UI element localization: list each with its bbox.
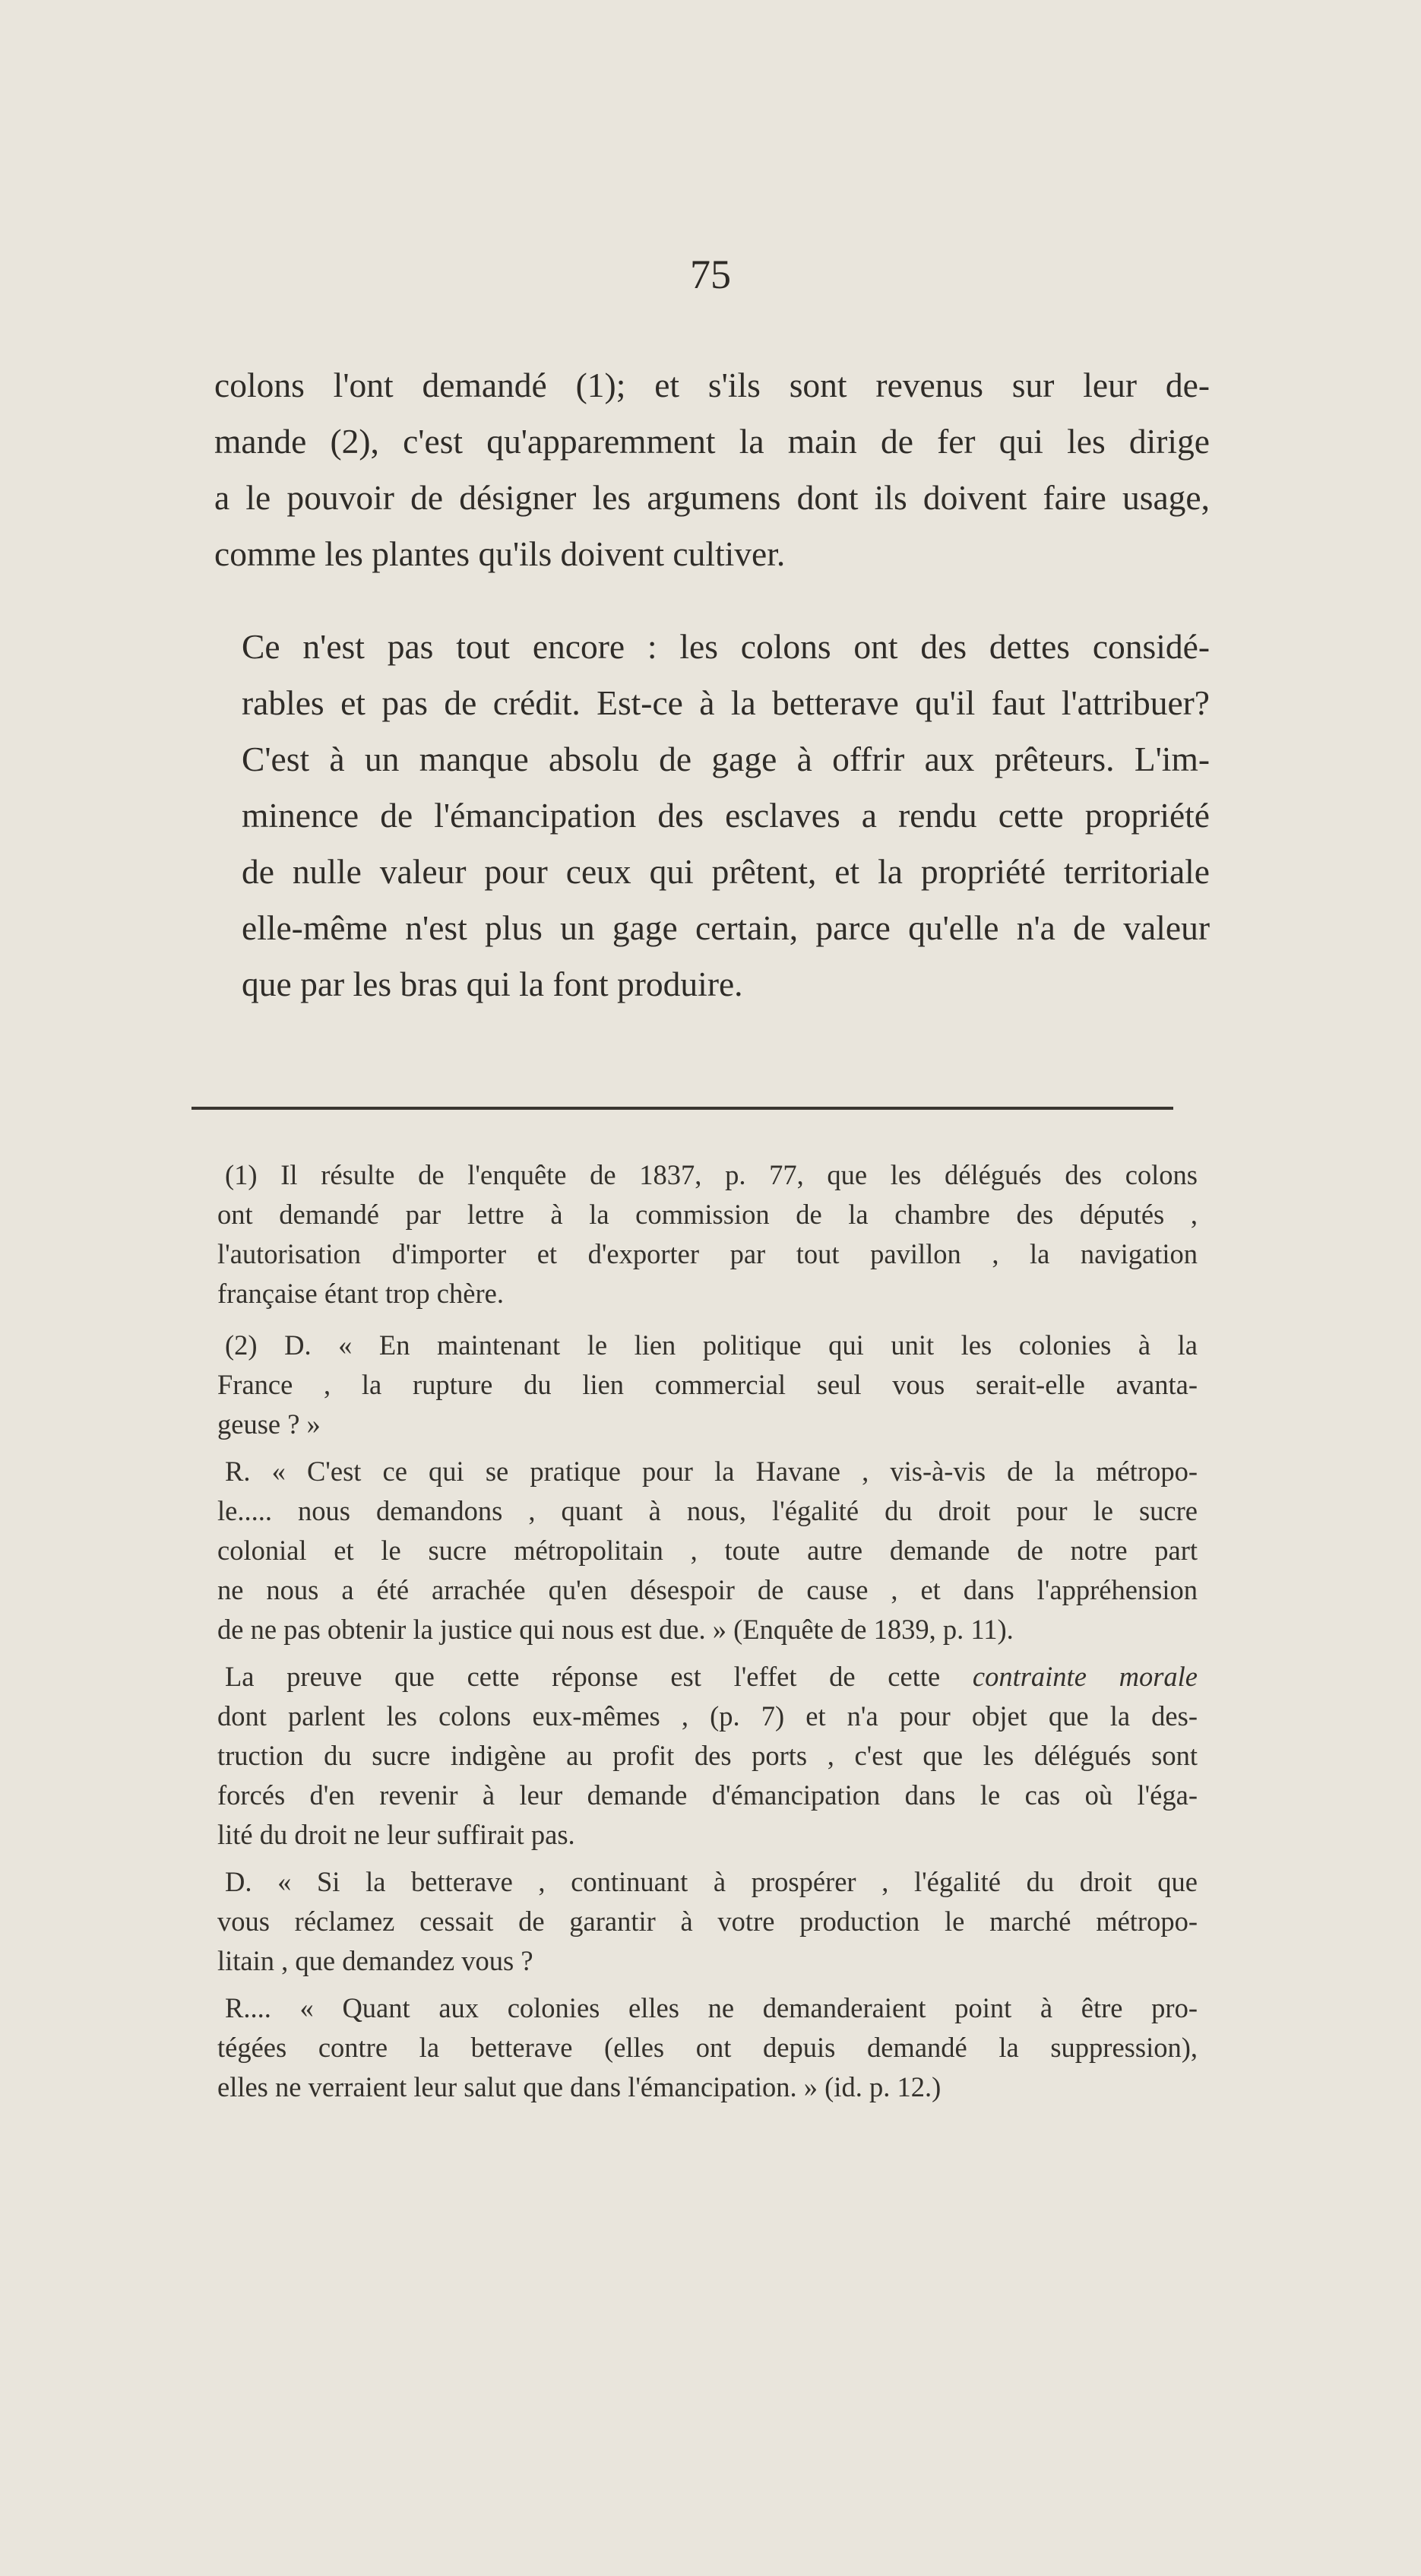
footnote-line: ont demandé par lettre à la commission de la chambre des députés , [217, 1199, 1198, 1230]
footnote-line: française étant trop chère. [217, 1278, 504, 1309]
footnote-line: l'autorisation d'importer et d'exporter par tout pavillon , la navigation [217, 1238, 1198, 1269]
footnote-line: ne nous a été arrachée qu'en désespoir de cause , et dans l'appréhension [217, 1574, 1198, 1605]
text-line: elle-même n'est plus un gage certain, parce qu'elle n'a de valeur [242, 908, 1210, 947]
footnote-line: (2) D. « En maintenant le lien politique qui unit les colonies à la [225, 1329, 1198, 1361]
footnote-line: de ne pas obtenir la justice qui nous est due. » (Enquête de 1839, p. 11). [217, 1614, 1014, 1645]
footnote-line: elles ne verraient leur salut que dans l'émancipation. » (id. p. 12.) [217, 2071, 942, 2102]
paragraph-2 [214, 619, 1210, 1012]
footnote-line: lité du droit ne leur suffirait pas. [217, 1819, 575, 1850]
footnote-2-response-1 [217, 1452, 1198, 1649]
footnote-line: (1) Il résulte de l'enquête de 1837, p. 77, que les délégués des colons [225, 1159, 1198, 1190]
footnote-line: D. « Si la betterave , continuant à prospérer , l'égalité du droit que [225, 1866, 1198, 1897]
text-line: rables et pas de crédit. Est-ce à la betterave qu'il faut l'attribuer? [242, 683, 1210, 722]
text-line: minence de l'émancipation des esclaves a rendu cette propriété [242, 796, 1210, 835]
text-line: a le pouvoir de désigner les argumens dont ils doivent faire usage, [214, 478, 1210, 517]
italic-phrase: contrainte morale [972, 1661, 1198, 1692]
footnote-line: geuse ? » [217, 1408, 321, 1440]
footnote-line: tégées contre la betterave (elles ont depuis demandé la suppression), [217, 2032, 1198, 2063]
footnote-line: R.... « Quant aux colonies elles ne demanderaient point à être pro- [225, 1992, 1198, 2023]
text-line: mande (2), c'est qu'apparemment la main de fer qui les dirige [214, 422, 1210, 461]
text-line: Ce n'est pas tout encore : les colons ont des dettes considé- [242, 627, 1210, 666]
footnote-2-question-1 [217, 1326, 1198, 1444]
footnote-line: forcés d'en revenir à leur demande d'émancipation dans le cas où l'éga- [217, 1779, 1198, 1811]
footnote-line: le..... nous demandons , quant à nous, l'égalité du droit pour le sucre [217, 1495, 1198, 1526]
footnote-line: R. « C'est ce qui se pratique pour la Havane , vis-à-vis de la métropo- [225, 1456, 1198, 1487]
footnote-line: dont parlent les colons eux-mêmes , (p. 7) et n'a pour objet que la des- [217, 1700, 1198, 1732]
footnote-line: colonial et le sucre métropolitain , toute autre demande de notre part [217, 1535, 1198, 1566]
paragraph-1 [214, 357, 1210, 582]
footnote-text: La preuve que cette réponse est l'effet de cette [225, 1661, 941, 1692]
footnote-line: vous réclamez cessait de garantir à votre production le marché métropo- [217, 1906, 1198, 1937]
footnote-1 [217, 1155, 1198, 1313]
main-text [214, 357, 1210, 1012]
footnote-separator [191, 1107, 1173, 1110]
text-line: que par les bras qui la font produire. [242, 965, 743, 1003]
footnote-line [217, 1657, 1198, 1697]
footnote-line: truction du sucre indigène au profit des ports , c'est que les délégués sont [217, 1740, 1198, 1771]
text-line: colons l'ont demandé (1); et s'ils sont revenus sur leur de- [214, 366, 1210, 404]
text-line: de nulle valeur pour ceux qui prêtent, et la propriété territoriale [242, 852, 1210, 891]
footnote-2-question-2 [217, 1862, 1198, 1981]
footnote-line: France , la rupture du lien commercial seul vous serait-elle avanta- [217, 1369, 1198, 1400]
page-number: 75 [690, 252, 731, 297]
footnote-line: litain , que demandez vous ? [217, 1945, 533, 1976]
footnotes [217, 1155, 1198, 2107]
footnote-2-commentary [217, 1657, 1198, 1855]
text-line: C'est à un manque absolu de gage à offrir aux prêteurs. L'im- [242, 740, 1210, 778]
text-line: comme les plantes qu'ils doivent cultiver. [214, 534, 786, 573]
footnote-2-response-2 [217, 1988, 1198, 2107]
